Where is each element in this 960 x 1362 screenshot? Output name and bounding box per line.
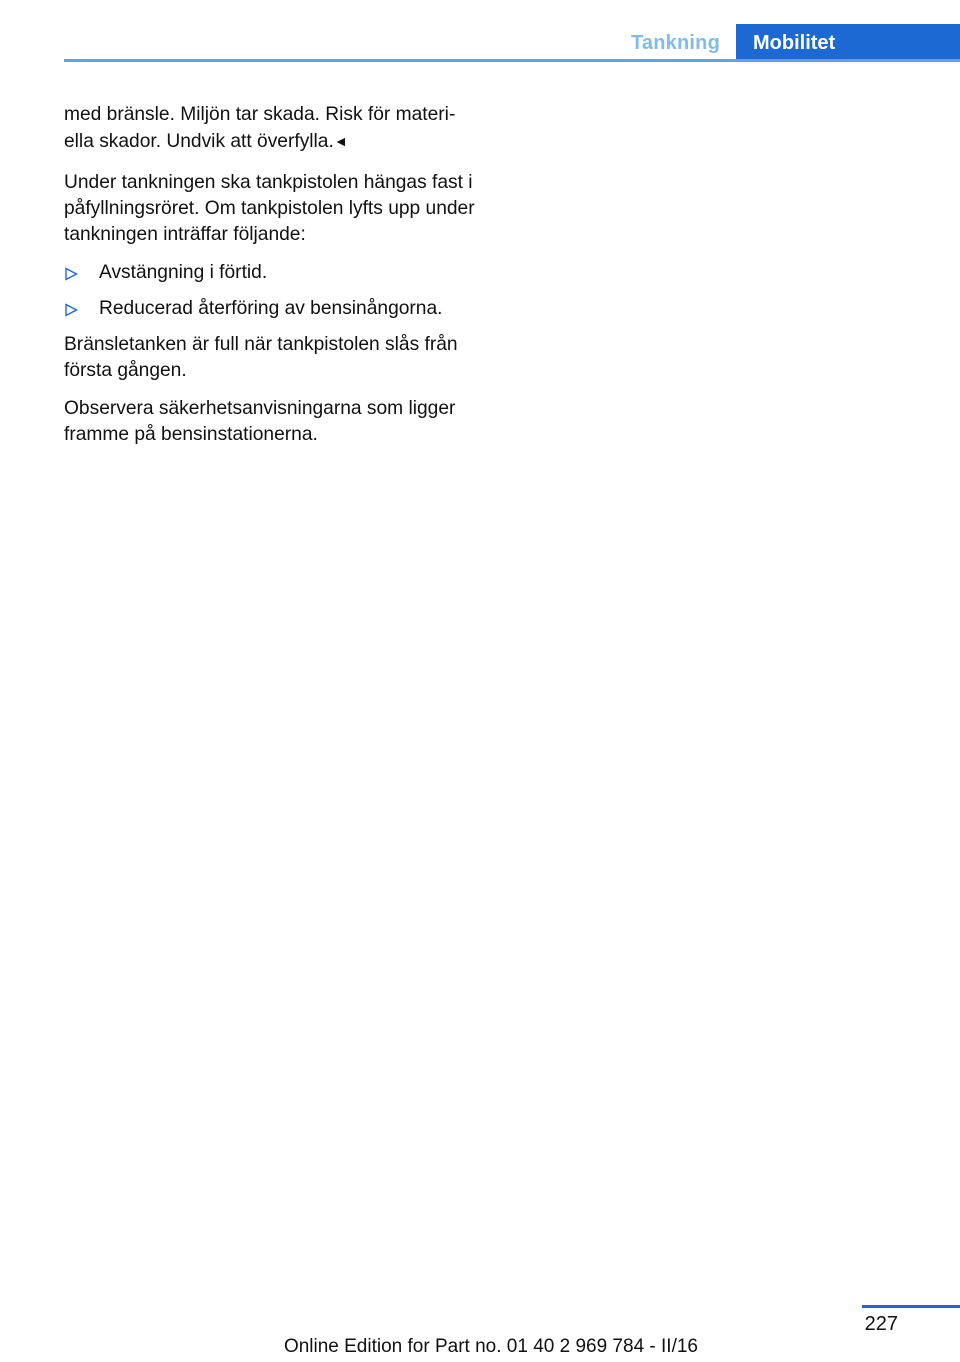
page-header bbox=[0, 0, 960, 62]
bullet-triangle-icon bbox=[64, 303, 78, 317]
chapter-tab[interactable]: Mobilitet bbox=[736, 24, 960, 62]
paragraph-line: med bränsle. Miljön tar skada. Risk för materi- bbox=[64, 104, 456, 125]
page-number: 227 bbox=[864, 1313, 898, 1335]
list-item-text: Avstängning i förtid. bbox=[99, 262, 268, 283]
bullet-triangle-icon bbox=[64, 267, 78, 281]
section-tab[interactable]: Tankning bbox=[630, 32, 720, 54]
list-item bbox=[64, 260, 484, 286]
paragraph-warning-end bbox=[64, 102, 484, 155]
header-divider bbox=[64, 59, 960, 62]
paragraph-safety-instructions: Observera säkerhetsanvisningarna som ligger framme på bensinstationerna. bbox=[64, 398, 456, 445]
edition-note: Online Edition for Part no. 01 40 2 969 784 - II/16 bbox=[283, 1336, 698, 1357]
paragraph-line: ella skador. Undvik att överfylla. bbox=[64, 131, 334, 152]
footer-divider bbox=[862, 1305, 960, 1308]
list-item bbox=[64, 296, 484, 322]
end-of-warning-icon: ◄ bbox=[333, 133, 348, 149]
list-item-text: Reducerad återföring av bensinångorna. bbox=[99, 298, 443, 319]
paragraph-tank-full: Bränsletanken är full när tankpistolen slås från första gången. bbox=[64, 334, 458, 381]
page-content bbox=[64, 102, 484, 460]
paragraph-refuel-nozzle: Under tankningen ska tankpistolen hängas fast i påfyllningsröret. Om tankpistolen lyfts upp under tankningen inträffar följande: bbox=[64, 172, 475, 245]
